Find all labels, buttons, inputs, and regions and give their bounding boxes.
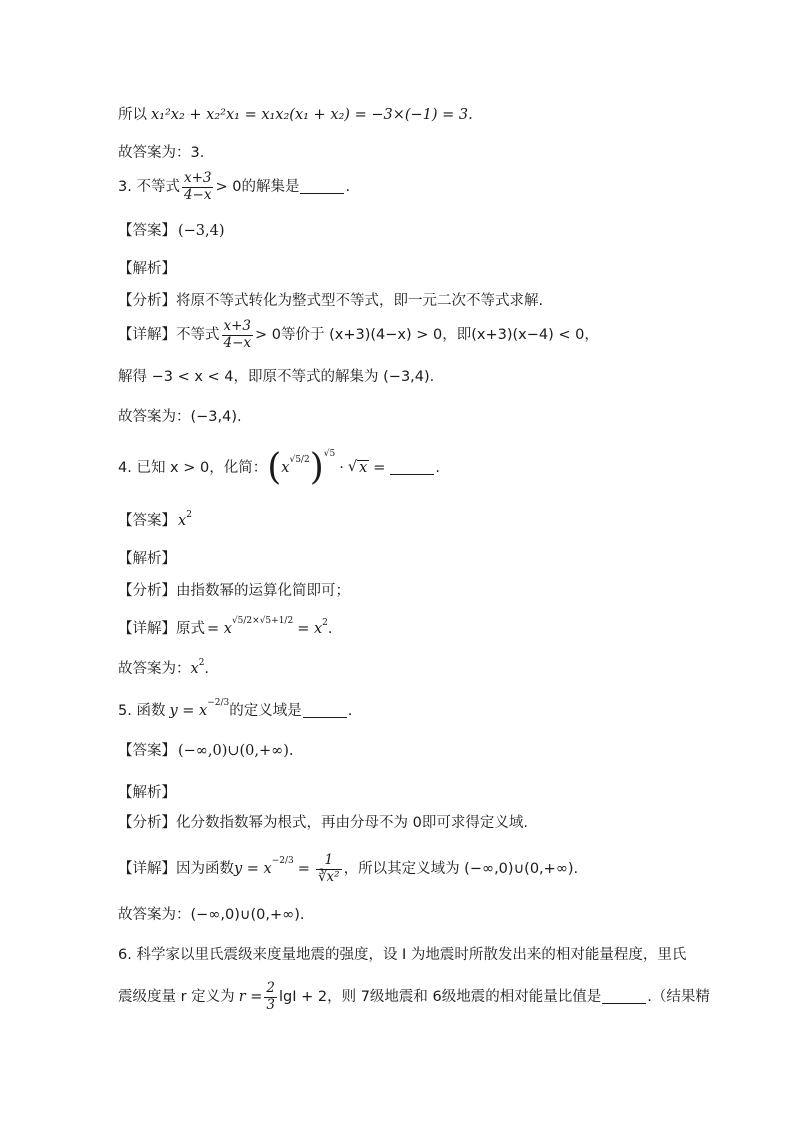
function: y = x	[169, 703, 208, 719]
answer-line	[118, 744, 294, 759]
exponent: −2/3	[207, 697, 230, 708]
equals: =	[373, 459, 386, 476]
answer-blank	[602, 991, 646, 1004]
equals: =	[297, 860, 310, 877]
answer-blank	[303, 705, 347, 718]
math: r =	[238, 988, 263, 1005]
denominator: 3	[266, 996, 275, 1013]
question-text: 的定义域是	[229, 703, 302, 719]
math-expression: x₁²x₂ + x₂²x₁ = x₁x₂(x₁ + x₂) = −3×(−1) = 3.	[151, 107, 473, 123]
question-text: 5. 函数	[118, 703, 166, 719]
question-4	[118, 447, 441, 488]
math: = x	[207, 621, 232, 637]
fenxi-text: 【分析】化分数指数幂为根式，再由分母不为 0即可求得定义域.	[118, 815, 528, 831]
punct: .	[345, 178, 351, 195]
left-paren: (	[267, 447, 282, 488]
inner-exponent: √5/2	[289, 454, 310, 465]
exponent: 2	[186, 509, 192, 520]
base: x	[281, 459, 290, 476]
answer-statement	[118, 146, 204, 161]
solve-line	[118, 370, 434, 385]
analysis-heading	[118, 262, 176, 277]
fenxi-text: 【分析】由指数幂的运算化简即可；	[118, 583, 350, 599]
question-text: > 0的解集是	[215, 178, 300, 195]
punct: .	[204, 661, 210, 677]
numerator: 2	[266, 980, 275, 996]
question-text: 6. 科学家以里氏震级来度量地震的强度，设 I 为地震时所散发出来的相对能量程度，里氏	[118, 947, 687, 963]
answer-blank	[300, 181, 344, 194]
function: y = x	[234, 860, 272, 877]
answer-tag: 【答案】	[118, 513, 176, 529]
question-text: lgI + 2，则 7级地震和 6级地震的相对能量比值是	[278, 988, 602, 1005]
fenxi-line	[118, 294, 543, 309]
answer-value: (−∞,0)∪(0,+∞).	[178, 743, 294, 759]
right-paren: )	[309, 447, 324, 488]
analysis-tag: 【解析】	[118, 551, 176, 567]
analysis-tag: 【解析】	[118, 785, 176, 801]
denominator: ∛x²	[317, 868, 340, 885]
text-prefix: 所以	[118, 107, 147, 123]
denominator: 4−x	[223, 334, 252, 351]
fraction	[264, 982, 277, 1012]
analysis-tag: 【解析】	[118, 261, 176, 277]
question-text: 震级度量 r 定义为	[118, 988, 235, 1005]
answer-value: x	[178, 513, 187, 529]
question-text: .（结果精	[647, 988, 710, 1005]
xiangjie-text: > 0等价于 (x+3)(4−x) > 0，即(x+3)(x−4) < 0，	[255, 326, 599, 343]
xiangjie-tag: 【详解】不等式	[118, 326, 220, 343]
xiangjie-line	[118, 854, 578, 884]
fenxi-line	[118, 816, 528, 831]
answer-value: (−3,4)	[178, 223, 225, 239]
solve-text: 解得 −3 < x < 4，即原不等式的解集为 (−3,4).	[118, 369, 435, 385]
denominator: 4−x	[183, 186, 212, 203]
answer-tag: 【答案】	[118, 223, 176, 239]
answer-line	[118, 224, 225, 239]
answer-blank	[390, 462, 434, 475]
question-text: 3. 不等式	[118, 178, 180, 195]
fraction	[222, 320, 254, 350]
exponent: √5/2×√5+1/2	[231, 615, 294, 626]
answer-statement	[118, 908, 304, 923]
radicand: x	[359, 460, 368, 477]
numerator: 1	[324, 852, 334, 868]
question-text: 4. 已知 x > 0，化简：	[118, 459, 268, 476]
punct: .	[327, 621, 333, 637]
question-3	[118, 172, 350, 202]
answer-statement	[118, 657, 210, 677]
xiangjie-line	[118, 320, 599, 350]
numerator: x+3	[223, 318, 252, 334]
answer-text: 故答案为：(−3,4).	[118, 409, 242, 425]
punct: .	[435, 459, 441, 476]
answer-statement	[118, 410, 242, 425]
derivation-line	[118, 108, 473, 123]
numerator: x+3	[183, 170, 212, 186]
analysis-heading	[118, 552, 176, 567]
answer-text: 故答案为：3.	[118, 145, 205, 161]
analysis-heading	[118, 786, 176, 801]
question-6-line-1	[118, 948, 686, 963]
answer-text: 故答案为：	[118, 661, 191, 677]
answer-value: x	[190, 661, 199, 677]
answer-tag: 【答案】	[118, 743, 176, 759]
question-6-line-2	[118, 982, 710, 1012]
fraction	[316, 854, 342, 884]
answer-text: 故答案为：(−∞,0)∪(0,+∞).	[118, 907, 305, 923]
xiangjie-tag: 【详解】因为函数	[118, 860, 234, 877]
question-5	[118, 697, 353, 719]
exponent: −2/3	[271, 855, 294, 866]
fraction	[182, 172, 214, 202]
dot: ·	[339, 459, 344, 476]
xiangjie-text: ，所以其定义域为 (−∞,0)∪(0,+∞).	[343, 860, 579, 877]
fenxi-text: 【分析】将原不等式转化为整式型不等式，即一元二次不等式求解.	[118, 293, 544, 309]
exponent: 2	[322, 617, 328, 628]
exponent: 2	[198, 657, 205, 668]
xiangjie-tag: 【详解】原式	[118, 621, 205, 637]
punct: .	[347, 703, 353, 719]
math: = x	[297, 621, 323, 637]
answer-line	[118, 509, 192, 529]
sqrt: √ x	[347, 459, 368, 477]
outer-exponent: √5	[323, 448, 336, 459]
fenxi-line	[118, 584, 350, 599]
